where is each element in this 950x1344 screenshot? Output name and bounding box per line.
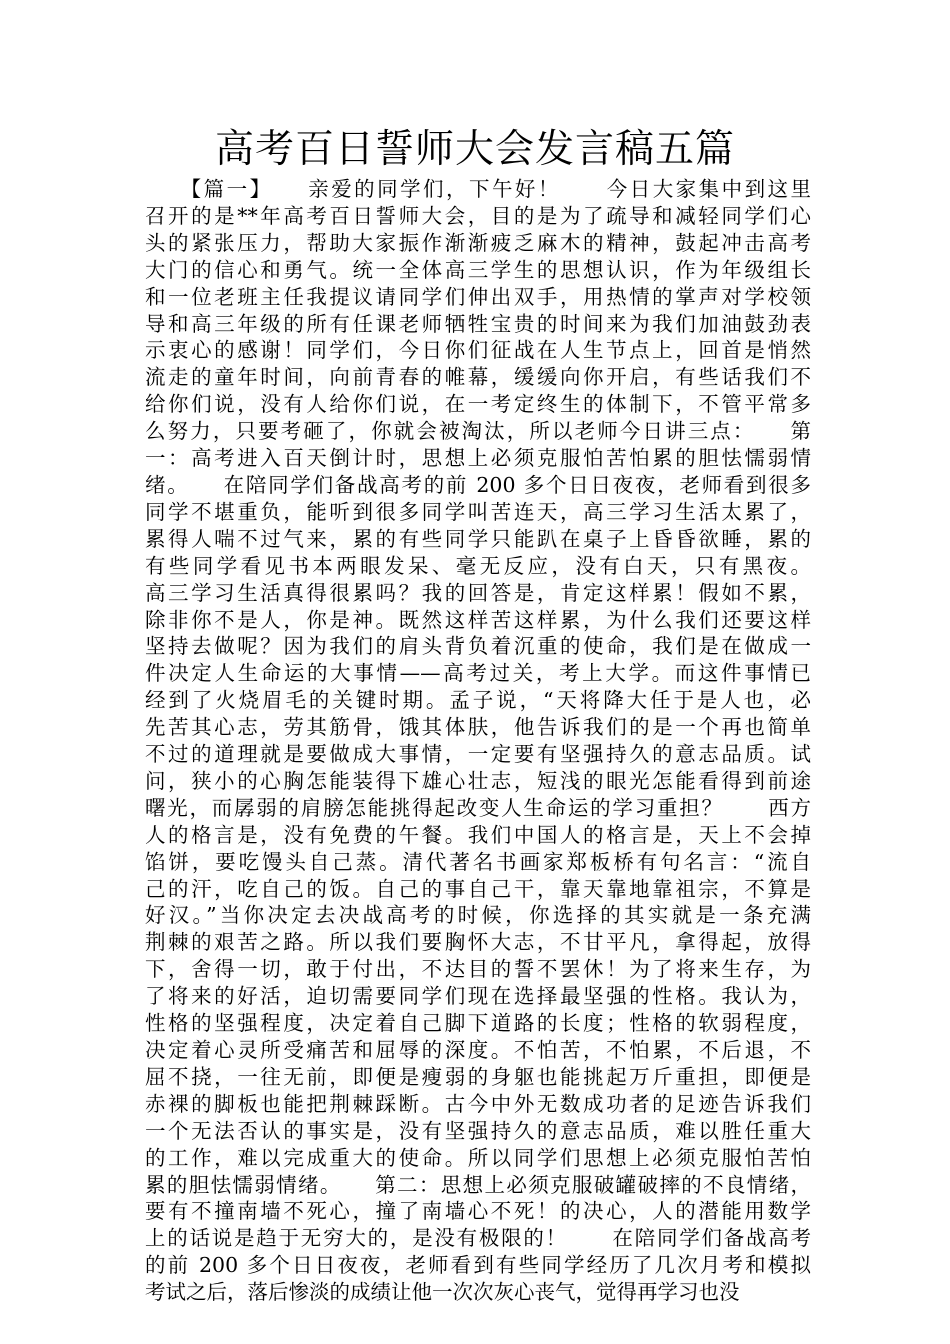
body-line: 己的汗，吃自己的饭。自己的事自己干，靠天靠地靠祖宗，不算是 bbox=[145, 876, 811, 901]
body-line: 上的话说是趋于无穷大的，是没有极限的！ 在陪同学们备战高考 bbox=[145, 1226, 811, 1251]
body-line: 馅饼，要吃馒头自己蒸。清代著名书画家郑板桥有句名言：“流自 bbox=[145, 849, 811, 874]
body-line: 决定着心灵所受痛苦和屈辱的深度。不怕苦，不怕累，不后退，不 bbox=[145, 1038, 811, 1062]
body-line: 荆棘的艰苦之路。所以我们要胸怀大志，不甘平凡，拿得起，放得 bbox=[145, 930, 811, 955]
body-line: 有些同学看见书本两眼发呆、毫无反应，没有白天，只有黑夜。 bbox=[145, 553, 811, 578]
body-line: 绪。 在陪同学们备战高考的前 200 多个日日夜夜，老师看到很多 bbox=[145, 472, 811, 497]
body-line: 一个无法否认的事实是，没有坚强持久的意志品质，难以胜任重大 bbox=[145, 1118, 811, 1143]
body-line: 头的紧张压力，帮助大家振作渐渐疲乏麻木的精神，鼓起冲击高考 bbox=[145, 230, 811, 255]
body-line: 屈不挠，一往无前，即便是瘦弱的身躯也能挑起万斤重担，即便是 bbox=[145, 1064, 811, 1089]
body-line: 和一位老班主任我提议请同学们伸出双手，用热情的掌声对学校领 bbox=[145, 284, 811, 309]
body-line: 的工作，难以完成重大的使命。所以同学们思想上必须克服怕苦怕 bbox=[145, 1145, 811, 1170]
body-line: 问，狭小的心胸怎能装得下雄心壮志，短浅的眼光怎能看得到前途 bbox=[145, 768, 811, 793]
body-line: 的前 200 多个日日夜夜，老师看到有些同学经历了几次月考和模拟 bbox=[145, 1253, 811, 1278]
document-title: 高考百日誓师大会发言稿五篇 bbox=[214, 127, 735, 172]
body-line: 赤裸的脚板也能把荆棘踩断。古今中外无数成功者的足迹告诉我们 bbox=[145, 1091, 811, 1116]
document-body bbox=[145, 176, 811, 1306]
body-line: 了将来的好活，迫切需要同学们现在选择最坚强的性格。我认为， bbox=[145, 984, 811, 1009]
body-line: 经到了火烧眉毛的关键时期。孟子说，“天将降大任于是人也，必 bbox=[145, 688, 811, 713]
body-line: 除非你不是人，你是神。既然这样苦这样累，为什么我们还要这样 bbox=[145, 607, 811, 632]
body-line: 累得人喘不过气来，累的有些同学只能趴在桌子上昏昏欲睡，累的 bbox=[145, 526, 811, 551]
body-line: 导和高三年级的所有任课老师牺牲宝贵的时间来为我们加油鼓劲表 bbox=[145, 311, 811, 336]
body-line: 一：高考进入百天倒计时，思想上必须克服怕苦怕累的胆怯懦弱情 bbox=[145, 446, 811, 471]
body-line: 要有不撞南墙不死心，撞了南墙心不死！的决心，人的潜能用数学 bbox=[145, 1199, 811, 1224]
body-line: 【篇一】 亲爱的同学们，下午好！ 今日大家集中到这里 bbox=[145, 177, 811, 201]
body-line: 曙光，而孱弱的肩膀怎能挑得起改变人生命运的学习重担？ 西方 bbox=[145, 795, 811, 820]
body-line: 高三学习生活真得很累吗？我的回答是，肯定这样累！假如不累， bbox=[145, 580, 811, 605]
body-line: 流走的童年时间，向前青春的帷幕，缓缓向你开启，有些话我们不 bbox=[145, 365, 811, 390]
body-line: 示衷心的感谢！同学们，今日你们征战在人生节点上，回首是悄然 bbox=[145, 338, 811, 363]
body-line: 人的格言是，没有免费的午餐。我们中国人的格言是，天上不会掉 bbox=[145, 822, 811, 847]
body-line: 先苦其心志，劳其筋骨，饿其体肤，他告诉我们的是一个再也简单 bbox=[145, 715, 811, 740]
body-line: 么努力，只要考砸了，你就会被淘汰，所以老师今日讲三点： 第 bbox=[145, 419, 811, 444]
body-line: 同学不堪重负，能听到很多同学叫苦连天，高三学习生活太累了， bbox=[145, 499, 811, 524]
body-line: 坚持去做呢？因为我们的肩头背负着沉重的使命，我们是在做成一 bbox=[145, 634, 811, 659]
body-line: 下，舍得一切，敢于付出，不达目的誓不罢休！为了将来生存，为 bbox=[145, 957, 811, 982]
body-line: 考试之后，落后惨淡的成绩让他一次次灰心丧气，觉得再学习也没 bbox=[145, 1280, 740, 1305]
body-line: 不过的道理就是要做成大事情，一定要有坚强持久的意志品质。试 bbox=[145, 742, 811, 767]
body-line: 件决定人生命运的大事情——高考过关，考上大学。而这件事情已 bbox=[145, 661, 811, 686]
body-line: 给你们说，没有人给你们说，在一考定终生的体制下，不管平常多 bbox=[145, 392, 811, 417]
body-line: 性格的坚强程度，决定着自己脚下道路的长度；性格的软弱程度， bbox=[145, 1011, 811, 1036]
body-line: 累的胆怯懦弱情绪。 第二：思想上必须克服破罐破摔的不良情绪， bbox=[145, 1172, 811, 1197]
body-line: 召开的是**年高考百日誓师大会，目的是为了疏导和减轻同学们心 bbox=[145, 203, 811, 228]
body-line: 大门的信心和勇气。统一全体高三学生的思想认识，作为年级组长 bbox=[145, 257, 811, 282]
body-line: 好汉。”当你决定去决战高考的时候，你选择的其实就是一条充满 bbox=[145, 903, 811, 928]
